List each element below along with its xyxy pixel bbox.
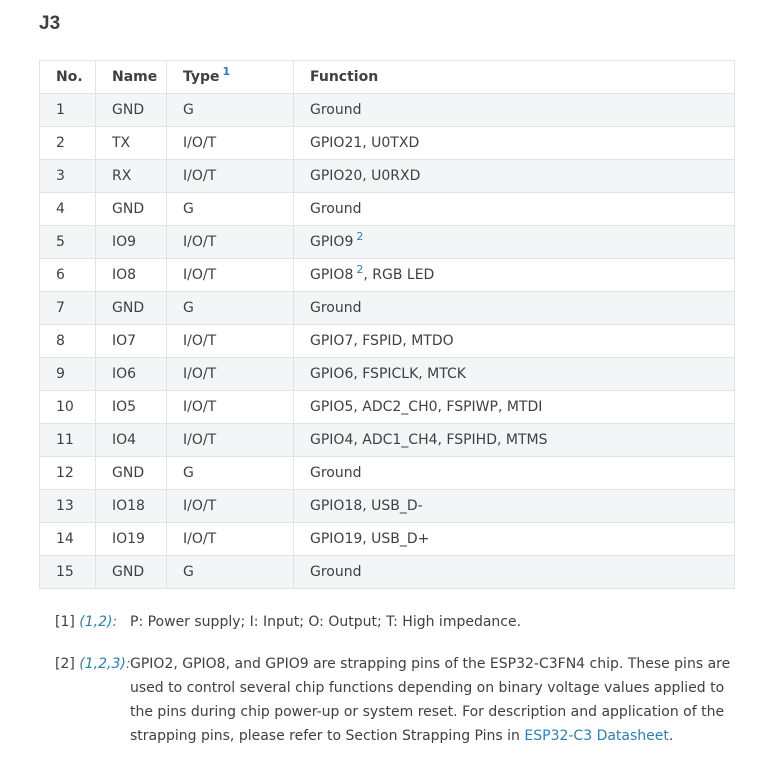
footnote-text-tail: . xyxy=(668,728,674,744)
function-text: GPIO20, U0RXD xyxy=(310,168,421,184)
header-type-label: Type xyxy=(183,69,220,85)
cell-name: GND xyxy=(96,94,167,127)
cell-type: I/O/T xyxy=(167,424,294,457)
header-no: No. xyxy=(40,61,96,94)
cell-no: 12 xyxy=(40,457,96,490)
cell-name: IO6 xyxy=(96,358,167,391)
footnote-1 xyxy=(55,610,735,634)
table-row xyxy=(40,556,735,589)
cell-name: IO5 xyxy=(96,391,167,424)
cell-no: 4 xyxy=(40,193,96,226)
cell-function xyxy=(294,523,735,556)
cell-no: 9 xyxy=(40,358,96,391)
cell-function xyxy=(294,457,735,490)
function-text: Ground xyxy=(310,465,362,481)
cell-function xyxy=(294,226,735,259)
table-row xyxy=(40,193,735,226)
cell-name: GND xyxy=(96,556,167,589)
cell-type: G xyxy=(167,94,294,127)
header-name: Name xyxy=(96,61,167,94)
cell-name: IO4 xyxy=(96,424,167,457)
cell-name: GND xyxy=(96,457,167,490)
footnote-ref-1[interactable]: 1 xyxy=(222,65,231,79)
table-row xyxy=(40,226,735,259)
function-text: Ground xyxy=(310,201,362,217)
table-row xyxy=(40,490,735,523)
function-text: GPIO9 xyxy=(310,234,354,250)
cell-function xyxy=(294,259,735,292)
table-row xyxy=(40,94,735,127)
cell-function xyxy=(294,358,735,391)
function-text: GPIO4, ADC1_CH4, FSPIHD, MTMS xyxy=(310,432,548,448)
cell-no: 13 xyxy=(40,490,96,523)
table-row xyxy=(40,358,735,391)
function-text: Ground xyxy=(310,564,362,580)
footnote-label: [1] xyxy=(55,614,75,630)
table-row xyxy=(40,424,735,457)
table-row xyxy=(40,457,735,490)
function-text: GPIO21, U0TXD xyxy=(310,135,420,151)
table-row xyxy=(40,160,735,193)
function-text: GPIO8 xyxy=(310,267,354,283)
footnote-2 xyxy=(55,652,735,748)
cell-no: 3 xyxy=(40,160,96,193)
cell-no: 1 xyxy=(40,94,96,127)
cell-function xyxy=(294,424,735,457)
cell-function xyxy=(294,94,735,127)
cell-type: I/O/T xyxy=(167,127,294,160)
table-row xyxy=(40,292,735,325)
cell-name: IO19 xyxy=(96,523,167,556)
cell-no: 6 xyxy=(40,259,96,292)
cell-function xyxy=(294,292,735,325)
cell-function xyxy=(294,193,735,226)
cell-no: 7 xyxy=(40,292,96,325)
cell-type: I/O/T xyxy=(167,160,294,193)
cell-name: IO9 xyxy=(96,226,167,259)
cell-type: G xyxy=(167,193,294,226)
cell-no: 8 xyxy=(40,325,96,358)
footnote-ref-2[interactable]: 2 xyxy=(356,230,364,244)
cell-type: I/O/T xyxy=(167,358,294,391)
cell-name: TX xyxy=(96,127,167,160)
datasheet-link[interactable]: ESP32-C3 Datasheet xyxy=(524,728,669,744)
cell-name: IO7 xyxy=(96,325,167,358)
cell-function xyxy=(294,325,735,358)
cell-name: GND xyxy=(96,193,167,226)
table-header-row xyxy=(40,61,735,94)
function-text: GPIO5, ADC2_CH0, FSPIWP, MTDI xyxy=(310,399,543,415)
section-title: J3 xyxy=(39,13,61,34)
footnote-text xyxy=(130,652,735,748)
cell-no: 14 xyxy=(40,523,96,556)
cell-function xyxy=(294,391,735,424)
cell-type: G xyxy=(167,292,294,325)
table-row xyxy=(40,259,735,292)
footnote-label: [2] xyxy=(55,656,75,672)
cell-name: IO8 xyxy=(96,259,167,292)
table-row xyxy=(40,523,735,556)
cell-type: I/O/T xyxy=(167,325,294,358)
cell-function xyxy=(294,490,735,523)
cell-name: RX xyxy=(96,160,167,193)
function-text: GPIO19, USB_D+ xyxy=(310,531,430,547)
cell-type: G xyxy=(167,457,294,490)
footnote-text: P: Power supply; I: Input; O: Output; T: High impedance. xyxy=(130,614,522,630)
function-text: GPIO7, FSPID, MTDO xyxy=(310,333,454,349)
cell-no: 15 xyxy=(40,556,96,589)
footnote-text-body: GPIO2, GPIO8, and GPIO9 are strapping pins of the ESP32-C3FN4 chip. These pins are used to control several chip functions depending on binary voltage values applied to the pins during chip power-up or system reset. For description and application of the strapping pins, please refer to Section Strapping Pins in xyxy=(130,656,731,744)
pin-table xyxy=(39,60,735,589)
cell-type: I/O/T xyxy=(167,391,294,424)
function-text: GPIO18, USB_D- xyxy=(310,498,423,514)
cell-function xyxy=(294,160,735,193)
cell-name: GND xyxy=(96,292,167,325)
footnote-backrefs[interactable]: (1,2): xyxy=(79,614,118,630)
cell-no: 2 xyxy=(40,127,96,160)
cell-function xyxy=(294,127,735,160)
cell-type: I/O/T xyxy=(167,226,294,259)
table-row xyxy=(40,127,735,160)
cell-type: I/O/T xyxy=(167,259,294,292)
cell-no: 5 xyxy=(40,226,96,259)
cell-no: 10 xyxy=(40,391,96,424)
function-text: GPIO6, FSPICLK, MTCK xyxy=(310,366,466,382)
cell-type: G xyxy=(167,556,294,589)
header-type xyxy=(167,61,294,94)
header-function: Function xyxy=(294,61,735,94)
function-text: Ground xyxy=(310,300,362,316)
cell-function xyxy=(294,556,735,589)
cell-name: IO18 xyxy=(96,490,167,523)
function-text: Ground xyxy=(310,102,362,118)
footnote-ref-2[interactable]: 2 xyxy=(356,263,364,277)
table-row xyxy=(40,325,735,358)
cell-type: I/O/T xyxy=(167,490,294,523)
table-row xyxy=(40,391,735,424)
footnotes xyxy=(55,610,735,766)
cell-no: 11 xyxy=(40,424,96,457)
footnote-backrefs[interactable]: (1,2,3): xyxy=(79,656,131,672)
function-suffix: , RGB LED xyxy=(363,267,435,283)
cell-type: I/O/T xyxy=(167,523,294,556)
